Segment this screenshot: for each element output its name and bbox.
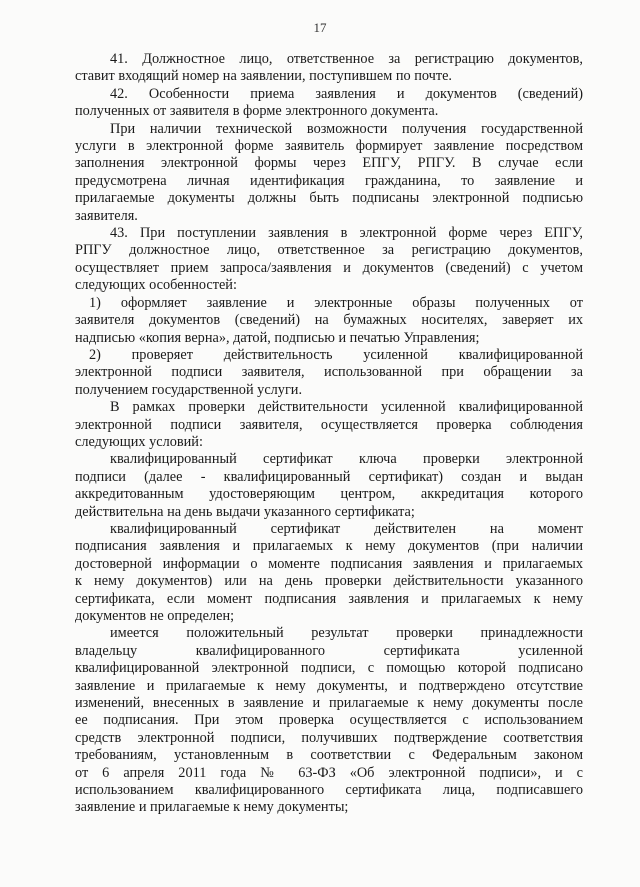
text-line: от 6 апреля 2011 года № 63-ФЗ «Об электронной подписи», и с <box>75 764 583 781</box>
text-line: полученных от заявителя в форме электронного документа. <box>75 103 439 120</box>
text-line: электронной подписи заявителя, осуществляется проверка соблюдения <box>75 416 583 433</box>
text-line: заявителя документов (сведений) на бумажных носителях, заверяет их <box>75 312 583 329</box>
text-line: прилагаемые документы должны быть подписаны электронной подписью <box>75 190 583 207</box>
paragraph <box>75 295 583 347</box>
text-line: заявителя. <box>75 207 138 224</box>
page-number: 17 <box>313 20 327 35</box>
text-line: документов не определен; <box>75 608 235 624</box>
text-line: следующих особенностей: <box>75 277 237 294</box>
text-line: к нему документов) или на день проверки действительности указанного <box>75 573 583 590</box>
text-line: изменений, внесенных в заявление и прилагаемые к нему документы после <box>75 695 583 712</box>
text-line: В рамках проверки действительности усиленной квалифицированной <box>110 399 583 416</box>
paragraph <box>75 451 583 521</box>
paragraph <box>75 625 583 816</box>
text-line: получением государственной услуги. <box>75 381 303 398</box>
text-line: заявление и прилагаемые к нему документы; <box>75 799 349 816</box>
paragraph <box>75 521 583 625</box>
text-line: 41. Должностное лицо, ответственное за регистрацию документов, <box>110 51 583 67</box>
text-line: действительна на день выдачи указанного сертификата; <box>75 503 415 520</box>
paragraph <box>75 347 583 399</box>
text-line: квалифицированный сертификат действителен на момент <box>110 520 583 537</box>
text-line: использованием квалифицированного сертификата лица, подписавшего <box>75 782 583 799</box>
text-line: предусмотрена личная идентификация гражданина, то заявление и <box>75 172 583 189</box>
text-line: подписания заявления и прилагаемых к нему документов (при наличии <box>75 538 583 555</box>
text-line: владельцу квалифицированного сертификата усиленной <box>75 642 583 659</box>
text-line: ее подписания. При этом проверка осуществляется с использованием <box>75 712 583 729</box>
text-line: осуществляет прием запроса/заявления и документов (сведений) с учетом <box>75 259 583 276</box>
paragraph <box>75 399 583 451</box>
text-line: РПГУ должностное лицо, ответственное за регистрацию документов, <box>75 242 583 259</box>
text-line: требованиям, установленным в соответствии с Федеральным законом <box>75 747 583 764</box>
paragraph <box>75 121 583 225</box>
paragraph <box>75 225 583 295</box>
paragraph <box>75 86 583 121</box>
text-line: следующих условий: <box>75 433 203 450</box>
text-line: 1) оформляет заявление и электронные образы полученных от <box>89 294 583 311</box>
text-line: квалифицированной электронной подписи, с помощью которой подписано <box>75 660 583 677</box>
text-line: электронной подписи заявителя, использованной при обращении за <box>75 364 583 381</box>
text-line: средств электронной подписи, получивших подтверждение соответствия <box>75 729 583 746</box>
text-line: При наличии технической возможности получения государственной <box>110 120 583 137</box>
text-line: достоверной информации о моменте подписания заявления и прилагаемых <box>75 555 583 572</box>
text-line: имеется положительный результат проверки принадлежности <box>110 625 583 642</box>
text-line: услуги в электронной форме заявитель формирует заявление посредством <box>75 138 583 155</box>
text-line: сертификата, если момент подписания заявления и прилагаемых к нему <box>75 590 583 607</box>
text-line: надписью «копия верна», датой, подписью и печатью Управления; <box>75 329 480 346</box>
text-line: 2) проверяет действительность усиленной квалифицированной <box>89 346 583 363</box>
text-line: заявление и прилагаемые к нему документы, и подтверждено отсутствие <box>75 677 583 694</box>
text-line: подписи (далее - квалифицированный сертификат) создан и выдан <box>75 468 583 485</box>
text-line: ставит входящий номер на заявлении, поступившем по почте. <box>75 68 452 85</box>
text-line: аккредитованным удостоверяющим центром, аккредитация которого <box>75 486 583 503</box>
paragraph <box>75 51 583 86</box>
document-body <box>75 51 583 817</box>
text-line: 43. При поступлении заявления в электронной форме через ЕПГУ, <box>110 225 583 242</box>
text-line: квалифицированный сертификат ключа проверки электронной <box>110 451 583 468</box>
text-line: заполнения электронной формы через ЕПГУ, РПГУ. В случае если <box>75 155 583 172</box>
text-line: 42. Особенности приема заявления и документов (сведений) <box>110 85 583 102</box>
